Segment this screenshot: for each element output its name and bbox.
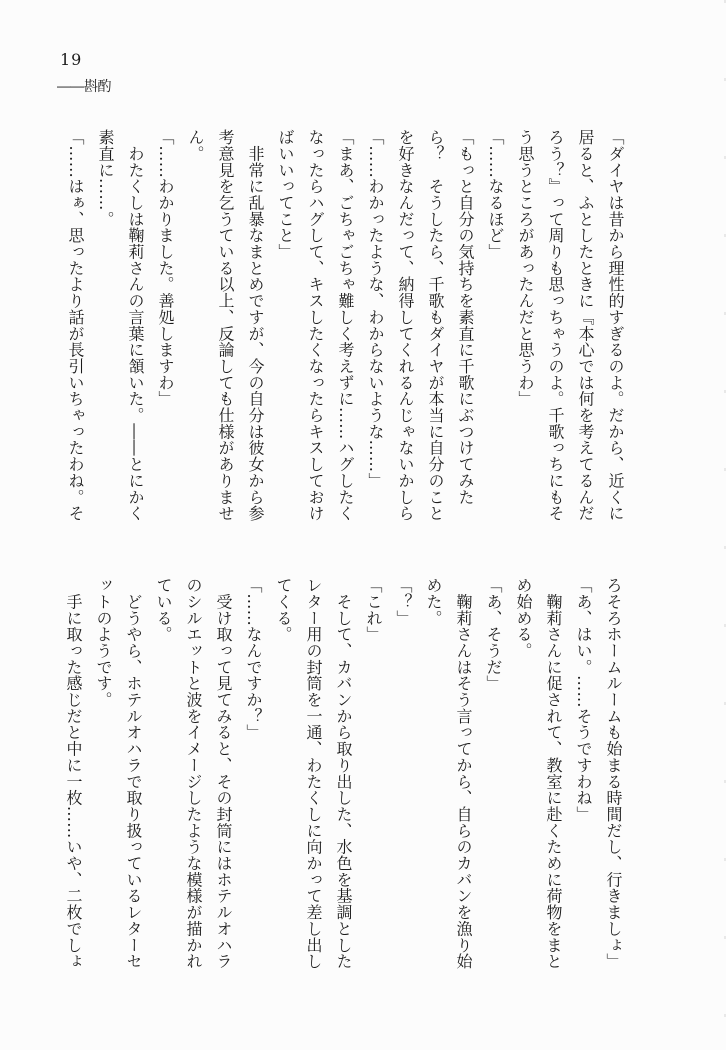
text-line: わたくしは鞠莉さんの言葉に頷いた。――とにかく — [126, 129, 145, 522]
text-line: ら？ そうしたら、千歌もダイヤが本当に自分のこと — [426, 129, 445, 522]
text-line: 「まあ、ごちゃごちゃ難しく考えずに……ハグしたく — [336, 129, 355, 522]
text-line: 手に取った感じだと中に一枚……いや、二枚でしょ — [64, 577, 83, 970]
text-block-bottom — [58, 577, 628, 971]
text-line: 「ダイヤは昔から理性的すぎるのよ。だから、近くに — [606, 129, 625, 522]
text-line: 「……はぁ、思ったより話が長引いちゃったわね。そ — [66, 129, 85, 522]
text-block-top — [60, 129, 630, 523]
text-line: め始める。 — [514, 577, 533, 659]
text-line: 「……わかりました。善処しますわ」 — [156, 129, 175, 407]
text-line: 考意見を乞うている以上、反論しても仕様がありませ — [216, 129, 235, 522]
text-line: めた。 — [424, 577, 443, 627]
chapter-title: ――斟酌 — [57, 79, 111, 95]
text-line: ろそろホームルームも始まる時間だし、行きましょ」 — [604, 577, 623, 970]
text-line: 鞠莉さんに促されて、教室に赴くために荷物をまと — [544, 577, 563, 970]
text-line: 「あ、はい。……そうですわね」 — [574, 577, 593, 823]
text-line: ている。 — [154, 577, 173, 643]
text-line: う思うところがあったんだと思うわ」 — [516, 129, 535, 407]
text-line: ばいいってこと」 — [276, 129, 295, 260]
text-line: 「……わかったような、わからないような……」 — [366, 129, 385, 489]
text-line: なったらハグして、キスしたくなったらキスしておけ — [306, 129, 325, 522]
text-line: レター用の封筒を一通、わたくしに向かって差し出し — [304, 577, 323, 970]
text-line: 鞠莉さんはそう言ってから、自らのカバンを漁り始 — [454, 577, 473, 970]
page-number: 19 — [60, 50, 83, 69]
text-line: そして、カバンから取り出した、水色を基調とした — [334, 577, 353, 970]
text-line: 素直に……。 — [96, 129, 115, 228]
text-line: 居ると、ふとしたときに『本心では何を考えてるんだ — [576, 129, 595, 522]
text-line: 「もっと自分の気持ちを素直に千歌にぶつけてみた — [456, 129, 475, 506]
text-line: 「？」 — [394, 577, 413, 627]
text-line: 受け取って見てみると、その封筒にはホテルオハラ — [214, 577, 233, 970]
text-line: 非常に乱暴なまとめですが、今の自分は彼女から参 — [246, 129, 265, 522]
text-line: ろう？』って周りも思っちゃうのよ。千歌っちにもそ — [546, 129, 565, 522]
text-line: てくる。 — [274, 577, 293, 643]
text-line: 「……なるほど」 — [486, 129, 505, 260]
text-line: ん。 — [186, 129, 205, 162]
text-line: 「これ」 — [364, 577, 383, 643]
text-line: どうやら、ホテルオハラで取り扱っているレターセ — [124, 577, 143, 970]
text-line: のシルエットと波をイメージしたような模様が描かれ — [184, 577, 203, 970]
text-line: を好きなんだって、納得してくれるんじゃないかしら — [396, 129, 415, 522]
text-line: 「あ、そうだ」 — [484, 577, 503, 692]
text-line: ットのようです。 — [94, 577, 113, 708]
text-line: 「……なんですか？」 — [244, 577, 263, 741]
